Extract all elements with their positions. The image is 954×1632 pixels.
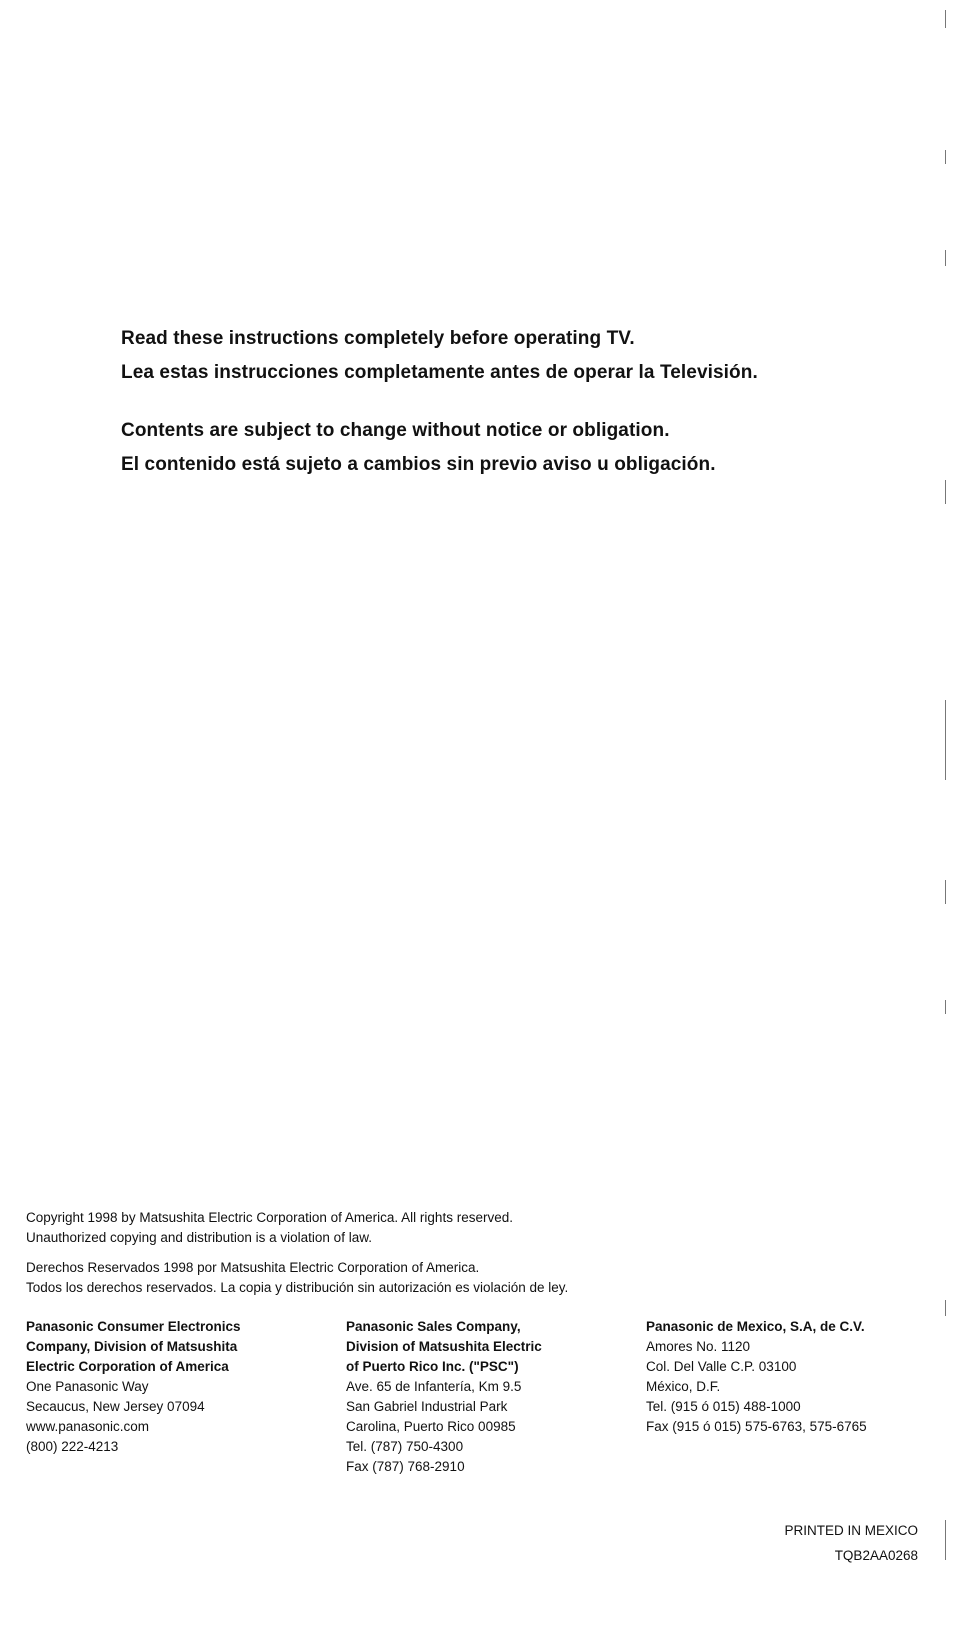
notice-contents-change-en: Contents are subject to change without notice or obligation. bbox=[121, 420, 670, 441]
copyright-block bbox=[26, 1208, 568, 1298]
company-name-line: Panasonic Sales Company, bbox=[346, 1319, 521, 1334]
address-line: Ave. 65 de Infantería, Km 9.5 bbox=[346, 1379, 522, 1394]
website-line: www.panasonic.com bbox=[26, 1419, 150, 1434]
copyright-spacer bbox=[26, 1248, 568, 1258]
copying-violation-line-en: Unauthorized copying and distribution is a violation of law. bbox=[26, 1230, 372, 1245]
address-panasonic-sales-puerto-rico bbox=[346, 1317, 542, 1477]
address-line: México, D.F. bbox=[646, 1379, 721, 1394]
copyright-line-es: Derechos Reservados 1998 por Matsushita Electric Corporation of America. bbox=[26, 1260, 480, 1275]
phone-line: Tel. (915 ó 015) 488-1000 bbox=[646, 1399, 801, 1414]
notice-read-instructions-en: Read these instructions completely before operating TV. bbox=[121, 328, 635, 349]
instruction-notices bbox=[121, 322, 758, 482]
scan-edge-mark bbox=[945, 250, 946, 266]
scan-edge-mark bbox=[945, 1000, 946, 1014]
company-name-line: Electric Corporation of America bbox=[26, 1359, 229, 1374]
scan-edge-mark bbox=[945, 700, 946, 780]
notice-read-instructions-es: Lea estas instrucciones completamente antes de operar la Televisión. bbox=[121, 362, 758, 383]
company-name-line: Panasonic de Mexico, S.A, de C.V. bbox=[646, 1319, 865, 1334]
fax-line: Fax (915 ó 015) 575-6763, 575-6765 bbox=[646, 1419, 867, 1434]
address-line: Secaucus, New Jersey 07094 bbox=[26, 1399, 205, 1414]
scan-edge-mark bbox=[945, 1300, 946, 1316]
scan-edge-mark bbox=[945, 480, 946, 504]
document-code: TQB2AA0268 bbox=[834, 1548, 918, 1563]
printed-in-mexico-label: PRINTED IN MEXICO bbox=[784, 1523, 918, 1538]
scan-edge-mark bbox=[945, 880, 946, 904]
company-name-line: Division of Matsushita Electric bbox=[346, 1339, 542, 1354]
company-name-line: Company, Division of Matsushita bbox=[26, 1339, 238, 1354]
print-info bbox=[784, 1518, 918, 1568]
company-name-line: of Puerto Rico Inc. ("PSC") bbox=[346, 1359, 519, 1374]
scan-edge-mark bbox=[945, 150, 946, 164]
address-line: Carolina, Puerto Rico 00985 bbox=[346, 1419, 516, 1434]
copyright-line-en: Copyright 1998 by Matsushita Electric Corporation of America. All rights reserved. bbox=[26, 1210, 513, 1225]
address-line: San Gabriel Industrial Park bbox=[346, 1399, 508, 1414]
copying-violation-line-es: Todos los derechos reservados. La copia y distribución sin autorización es violación de ley. bbox=[26, 1280, 569, 1295]
scan-edge-mark bbox=[945, 1520, 946, 1560]
phone-line: (800) 222-4213 bbox=[26, 1439, 119, 1454]
scan-edge-mark bbox=[945, 10, 946, 28]
address-panasonic-de-mexico bbox=[646, 1317, 867, 1437]
notice-contents-change-es: El contenido está sujeto a cambios sin previo aviso u obligación. bbox=[121, 454, 716, 475]
address-line: Amores No. 1120 bbox=[646, 1339, 751, 1354]
phone-line: Tel. (787) 750-4300 bbox=[346, 1439, 464, 1454]
fax-line: Fax (787) 768-2910 bbox=[346, 1459, 465, 1474]
company-name-line: Panasonic Consumer Electronics bbox=[26, 1319, 241, 1334]
address-line: Col. Del Valle C.P. 03100 bbox=[646, 1359, 797, 1374]
address-panasonic-consumer-electronics bbox=[26, 1317, 241, 1457]
address-line: One Panasonic Way bbox=[26, 1379, 149, 1394]
notice-spacer bbox=[121, 390, 758, 414]
